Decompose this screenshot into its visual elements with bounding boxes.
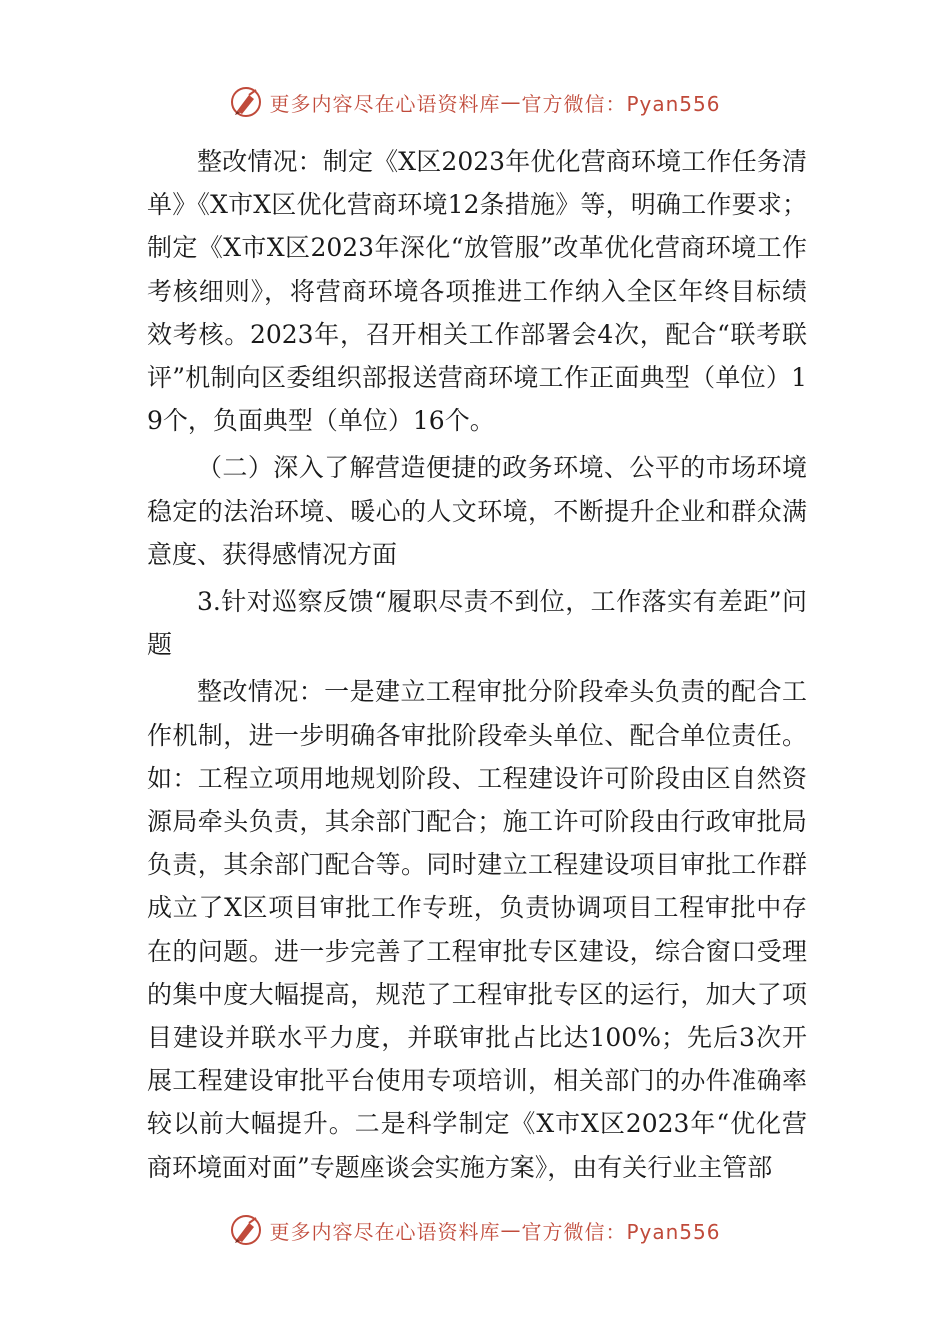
paragraph-rectification-1: 整改情况：制定《X区2023年优化营商环境工作任务清单》《X市X区优化营商环境12条措施》等，明确工作要求；制定《X市X区2023年深化“放管服”改革优化营商环境工作考核细则》，将营商环境各项推进工作纳入全区年终目标绩效考核。2023年，召开相关工作部署会4次，配合“联考联评”机制向区委组织部报送营商环境工作正面典型（单位）19个，负面典型（单位）16个。 [147,147,807,436]
paragraph-rectification-3: 整改情况：一是建立工程审批分阶段牵头负责的配合工作机制，进一步明确各审批阶段牵头单位、配合单位责任。如：工程立项用地规划阶段、工程建设许可阶段由区自然资源局牵头负责，其余部门配合；施工许可阶段由行政审批局负责，其余部门配合等。同时建立工程建设项目审批工作群成立了X区项目审批工作专班，负责协调项目工程审批中存在的问题。进一步完善了工程审批专区建设，综合窗口受理的集中度大幅提高，规范了工程审批专区的运行，加大了项目建设并联水平力度，并联审批占比达100%；先后3次开展工程建设审批平台使用专项培训，相关部门的办件准确率较以前大幅提升。二是科学制定《X市X区2023年“优化营商环境面对面”专题座谈会实施方案》，由有关行业主管部 [147,677,807,1182]
document-body [147,140,807,1189]
issue-heading-3: 3.针对巡察反馈“履职尽责不到位，工作落实有差距”问题 [147,587,807,660]
pen-nib-logo-icon [229,85,263,119]
watermark-text-right: 官方微信：Pyan556 [521,1219,721,1244]
watermark-banner-top [0,78,950,126]
pen-nib-logo-icon [229,1213,263,1247]
watermark-dash: — [500,1218,522,1242]
watermark-text-left: 更多内容尽在心语资料库 [269,1219,501,1244]
watermark-banner-bottom [0,1206,950,1254]
watermark-dash: — [500,90,522,114]
watermark-text-right: 官方微信：Pyan556 [521,91,721,116]
section-heading-2: （二）深入了解营造便捷的政务环境、公平的市场环境稳定的法治环境、暖心的人文环境，不断提升企业和群众满意度、获得感情况方面 [147,453,807,569]
watermark-text-left: 更多内容尽在心语资料库 [269,91,501,116]
